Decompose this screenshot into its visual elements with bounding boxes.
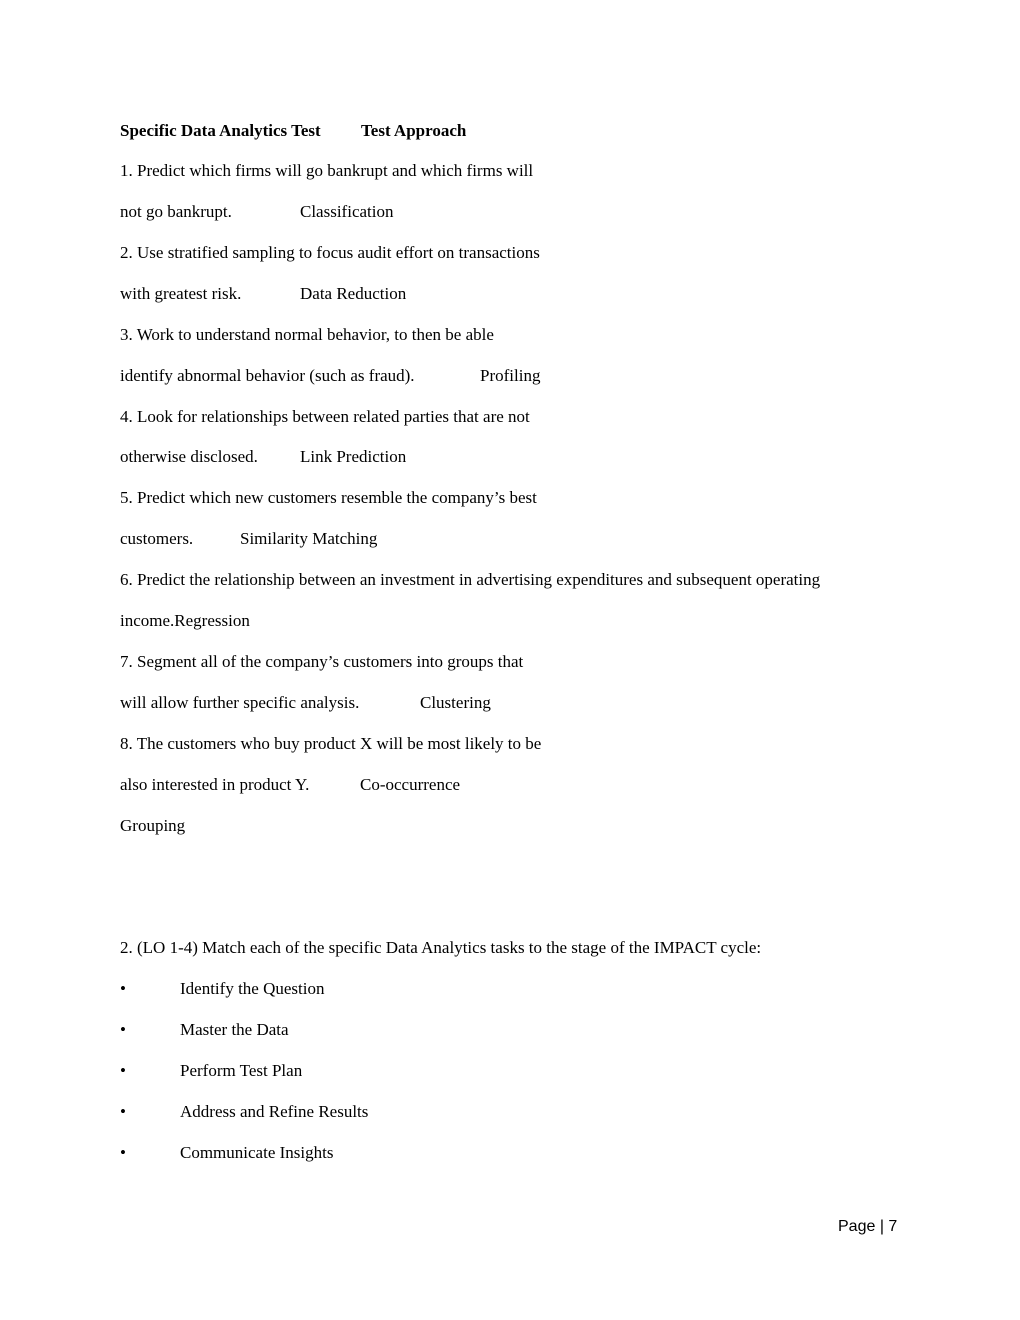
item-8-line1: 8. The customers who buy product X will be most likely to be [120,734,542,753]
header-col-test: Specific Data Analytics Test [120,121,321,140]
bullet-icon: • [120,1061,126,1080]
item-6-approach: Regression [174,611,250,630]
bullet-text: Master the Data [180,1020,289,1039]
bullet-icon: • [120,1102,126,1121]
item-8-line3: Grouping [120,816,186,835]
item-3-approach: Profiling [480,366,541,385]
item-4-line2: otherwise disclosed. Link Prediction [120,447,407,466]
bullet-text: Perform Test Plan [180,1061,303,1080]
item-7-approach: Clustering [420,693,491,712]
bullet-icon: • [120,1143,126,1162]
item-3-line1: 3. Work to understand normal behavior, to then be able [120,325,494,344]
item-8-line2: also interested in product Y. Co-occurrence [120,775,461,794]
item-5-line2: customers. Similarity Matching [120,529,378,548]
item-1-line1: 1. Predict which firms will go bankrupt and which firms will [120,161,534,180]
header-col-approach: Test Approach [361,121,467,140]
bullet-text: Communicate Insights [180,1143,334,1162]
item-5-line1: 5. Predict which new customers resemble the company’s best [120,488,537,507]
bullet-icon: • [120,979,126,998]
item-7-line1: 7. Segment all of the company’s customers into groups that [120,652,524,671]
item-6-line2: income.Regression [120,611,250,630]
item-2-line1: 2. Use stratified sampling to focus audit effort on transactions [120,243,540,262]
item-5-approach: Similarity Matching [240,529,378,548]
item-1-approach: Classification [300,202,394,221]
item-7-line2: will allow further specific analysis. Clustering [120,693,491,712]
item-2-line2: with greatest risk. Data Reduction [120,284,407,303]
item-6-line1: 6. Predict the relationship between an investment in advertising expenditures and subsequent operating [120,570,821,589]
item-1-line2: not go bankrupt. Classification [120,202,394,221]
item-8-approach: Co-occurrence [360,775,461,794]
table-header [120,121,467,141]
page-number: Page | 7 [838,1218,898,1235]
item-3-line2: identify abnormal behavior (such as fraud). Profiling [120,366,541,385]
item-2-approach: Data Reduction [300,284,407,303]
question-2-prompt: 2. (LO 1-4) Match each of the specific Data Analytics tasks to the stage of the IMPACT cycle: [120,938,762,957]
bullet-text: Identify the Question [180,979,325,998]
item-4-line1: 4. Look for relationships between related parties that are not [120,407,530,426]
bullet-text: Address and Refine Results [180,1102,369,1121]
bullet-icon: • [120,1020,126,1039]
item-4-approach: Link Prediction [300,447,407,466]
